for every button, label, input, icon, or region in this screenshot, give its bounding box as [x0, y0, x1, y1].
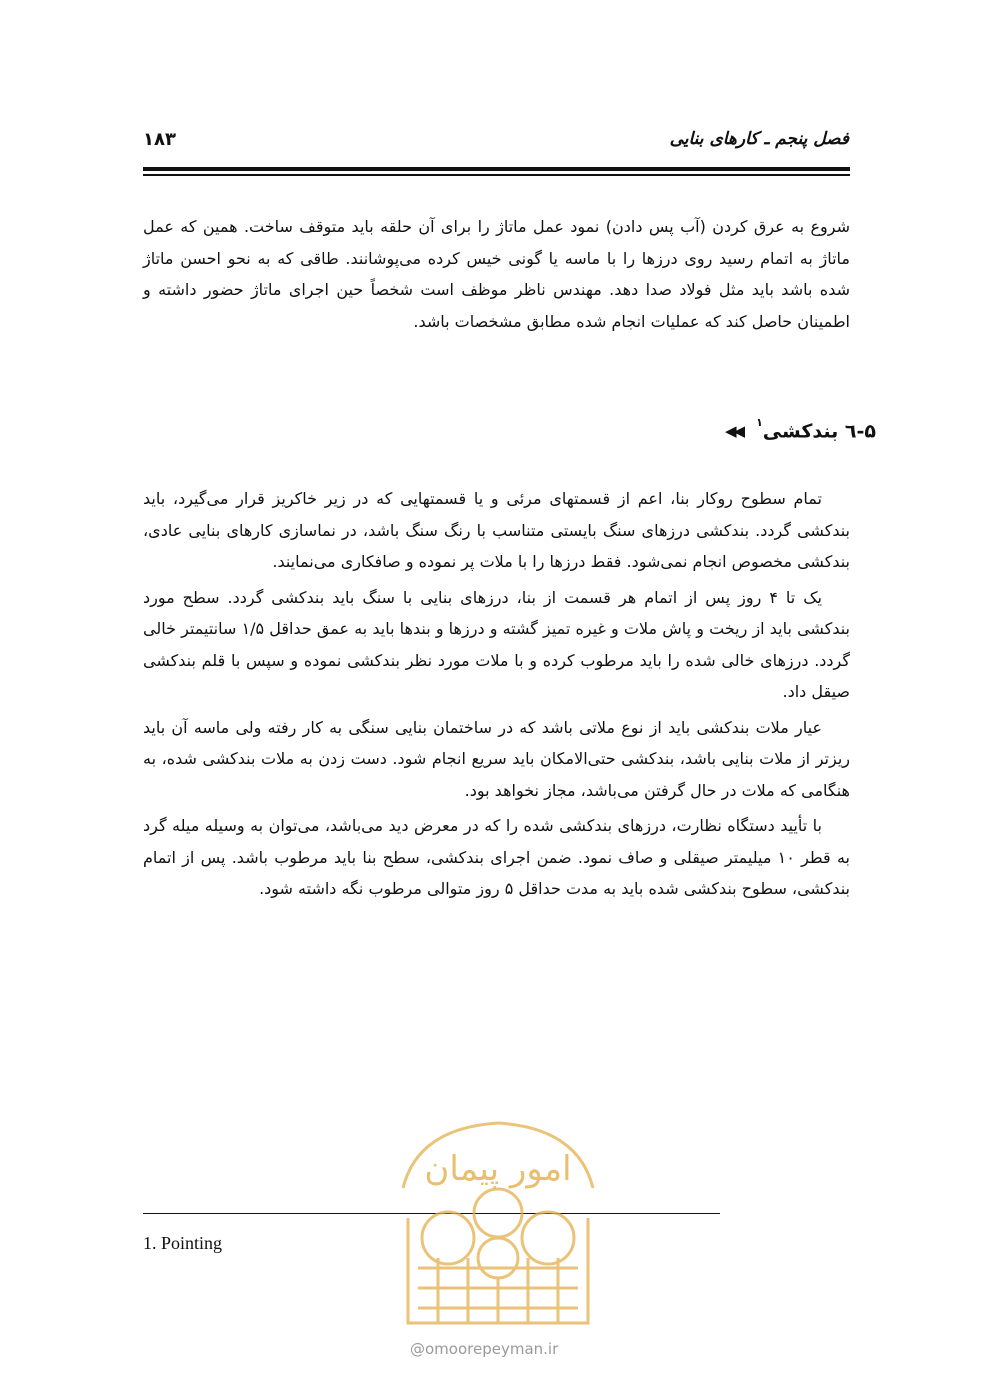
chapter-title: فصل پنجم ـ کارهای بنایی — [669, 129, 849, 149]
body-block — [143, 483, 850, 905]
section-number: ۵-٦ — [844, 420, 876, 443]
section-heading — [724, 416, 876, 443]
intro-paragraph: شروع به عرق کردن (آب پس دادن) نمود عمل ماتاژ را برای آن حلقه باید متوقف ساخت. همین که عمل ماتاژ به اتمام رسید روی درزها را با ماسه یا گونی خیس کرده می‌پوشانند. طاقی که به نحو احسن ماتاژ شده باشد باید مثل فولاد صدا دهد. مهندس ناظر موظف است شخصاً حین اجرای ماتاژ حضور داشته و اطمینان حاصل کند که عملیات انجام شده مطابق مشخصات باشد. — [143, 217, 850, 331]
section-marker-icon: ◀◀ — [724, 422, 743, 441]
footnote: 1. Pointing — [143, 1233, 223, 1253]
watermark-site-text: @omoorepeyman.ir — [410, 1340, 559, 1358]
section-title-group — [756, 416, 876, 443]
body-paragraph: تمام سطوح روکار بنا، اعم از قسمتهای مرئی و یا قسمتهایی که در زیر خاکریز قرار می‌گیرد، باید بندکشی گردد. بندکشی درزهای سنگ بایستی متناسب با رنگ سنگ باشد، در نماسازی کارهای بنایی عادی، بندکشی مخصوص انجام نمی‌شود. فقط درزها را با ملات پر نموده و صافکاری می‌نمایند. — [143, 489, 850, 571]
body-paragraph: با تأیید دستگاه نظارت، درزهای بندکشی شده را که در معرض دید می‌باشد، می‌توان به وسیله میله گرد به قطر ۱۰ میلیمتر صیقلی و صاف نمود. ضمن اجرای بندکشی، سطح بنا باید مرطوب باشد. پس از اتمام بندکشی، سطوح بندکشی شده باید به مدت حداقل ۵ روز متوالی مرطوب نگه داشته شود. — [143, 816, 850, 898]
at-icon: @ — [410, 1340, 425, 1358]
body-paragraph: عیار ملات بندکشی باید از نوع ملاتی باشد که در ساختمان بنایی سنگی به کار رفته ولی ماسه آن باید ریزتر از ملات بنایی باشد، بندکشی حتی‌الامکان باید سریع انجام شود. دست زدن به ملات بندکشی شده، به هنگامی که ملات در حال گرفتن می‌باشد، مجاز نخواهد بود. — [143, 717, 850, 800]
section-title: بندکشی — [762, 420, 839, 443]
page-number: ۱۸۳ — [143, 129, 176, 150]
watermark-logo — [378, 1118, 618, 1340]
svg-text:امور پیمان: امور پیمان — [424, 1149, 572, 1189]
body-paragraph: یک تا ۴ روز پس از اتمام هر قسمت از بنا، درزهای بنایی با سنگ باید بندکشی گردد. سطح مورد بندکشی باید از ریخت و پاش ملات و غیره تمیز گشته و درزها و بندها باید به عمق حداقل ۱/۵ سانتیمتر خالی گردد. درزهای خالی شده را باید مرطوب کرده و با ملات مورد نظر بندکشی نموده و سپس با قلم بندکشی صیقل داد. — [143, 587, 850, 701]
header-rule-thick — [143, 167, 850, 171]
header-rule-thin — [143, 174, 850, 176]
footnote-ref: ۱ — [756, 416, 763, 429]
intro-block — [143, 211, 850, 337]
